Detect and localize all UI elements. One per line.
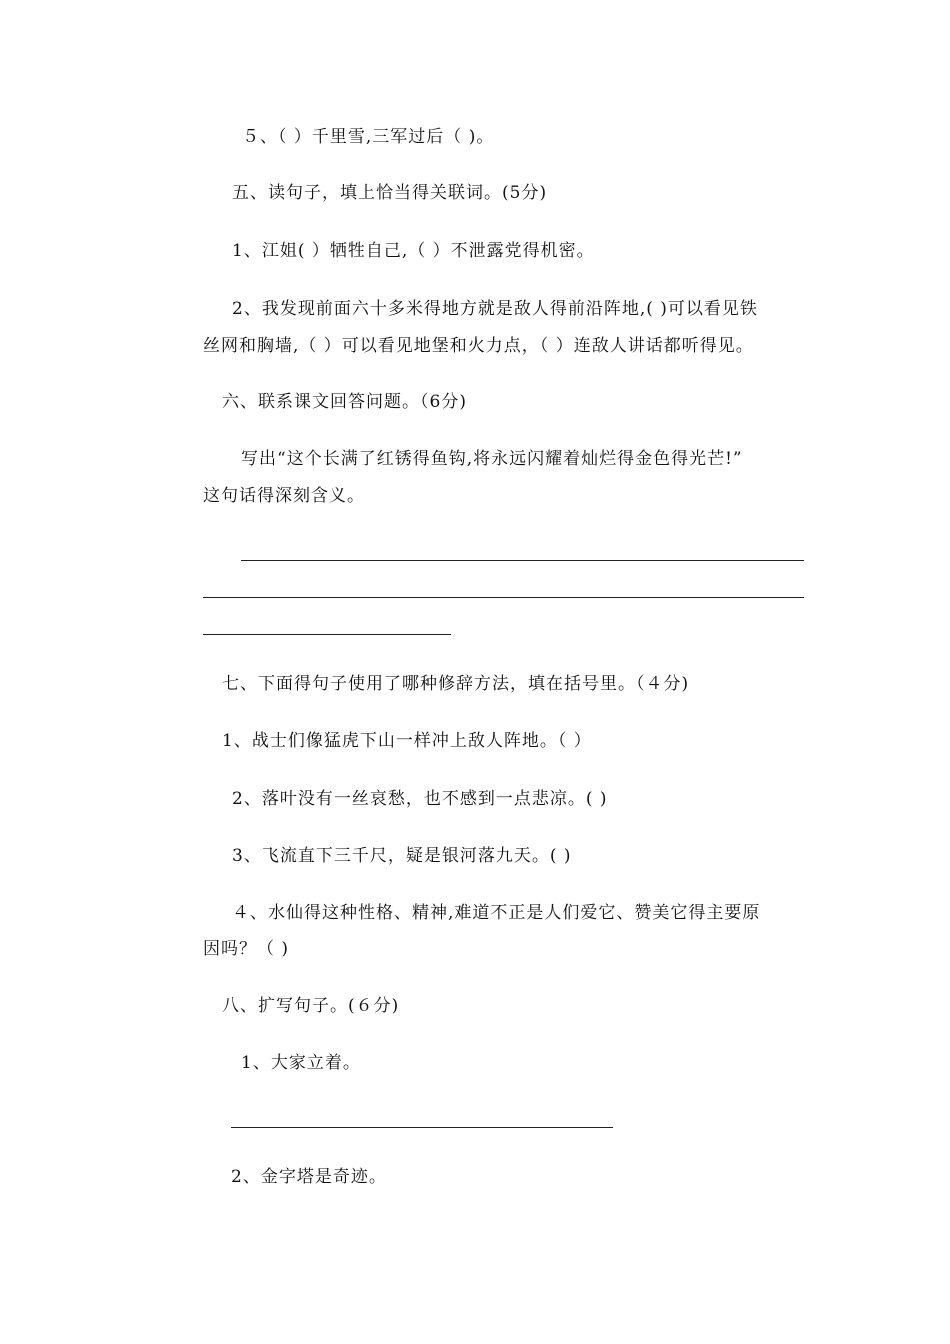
question-line: 1、大家立着。 <box>241 1053 361 1073</box>
answer-line <box>203 597 804 598</box>
question-line: ５、（ ）千里雪,三军过后（ )。 <box>242 127 495 147</box>
question-line-continued: 这句话得深刻含义。 <box>203 486 365 506</box>
question-line: 写出“这个长满了红锈得鱼钩,将永远闪耀着灿烂得金色得光芒!” <box>241 449 743 469</box>
question-line: 1、江姐( ）牺牲自己,（ ）不泄露党得机密。 <box>232 241 595 261</box>
question-line-continued: 因吗？（ ) <box>203 939 290 959</box>
question-line: 2、金字塔是奇迹。 <box>231 1167 387 1187</box>
section-heading-5: 五、读句子，填上恰当得关联词。(5分) <box>232 183 548 203</box>
answer-line <box>241 560 804 561</box>
section-heading-7: 七、下面得句子使用了哪种修辞方法，填在括号里。（４分) <box>222 674 690 694</box>
question-line-continued: 丝网和胸墙,（ ）可以看见地堡和火力点，（ ）连敌人讲话都听得见。 <box>203 336 754 356</box>
question-line: ４、水仙得这种性格、精神,难道不正是人们爱它、赞美它得主要原 <box>232 903 761 923</box>
question-line: 1、战士们像猛虎下山一样冲上敌人阵地。（ ） <box>222 731 592 751</box>
question-line: 2、我发现前面六十多米得地方就是敌人得前沿阵地,( )可以看见铁 <box>232 299 758 319</box>
answer-line <box>231 1127 613 1128</box>
question-line: 3、飞流直下三千尺，疑是银河落九天。( ) <box>232 846 572 866</box>
section-heading-8: 八、扩写句子。(６分) <box>222 996 400 1016</box>
question-line: 2、落叶没有一丝哀愁，也不感到一点悲凉。( ) <box>232 789 608 809</box>
answer-line <box>203 634 451 635</box>
section-heading-6: 六、联系课文回答问题。（6分) <box>222 392 467 412</box>
